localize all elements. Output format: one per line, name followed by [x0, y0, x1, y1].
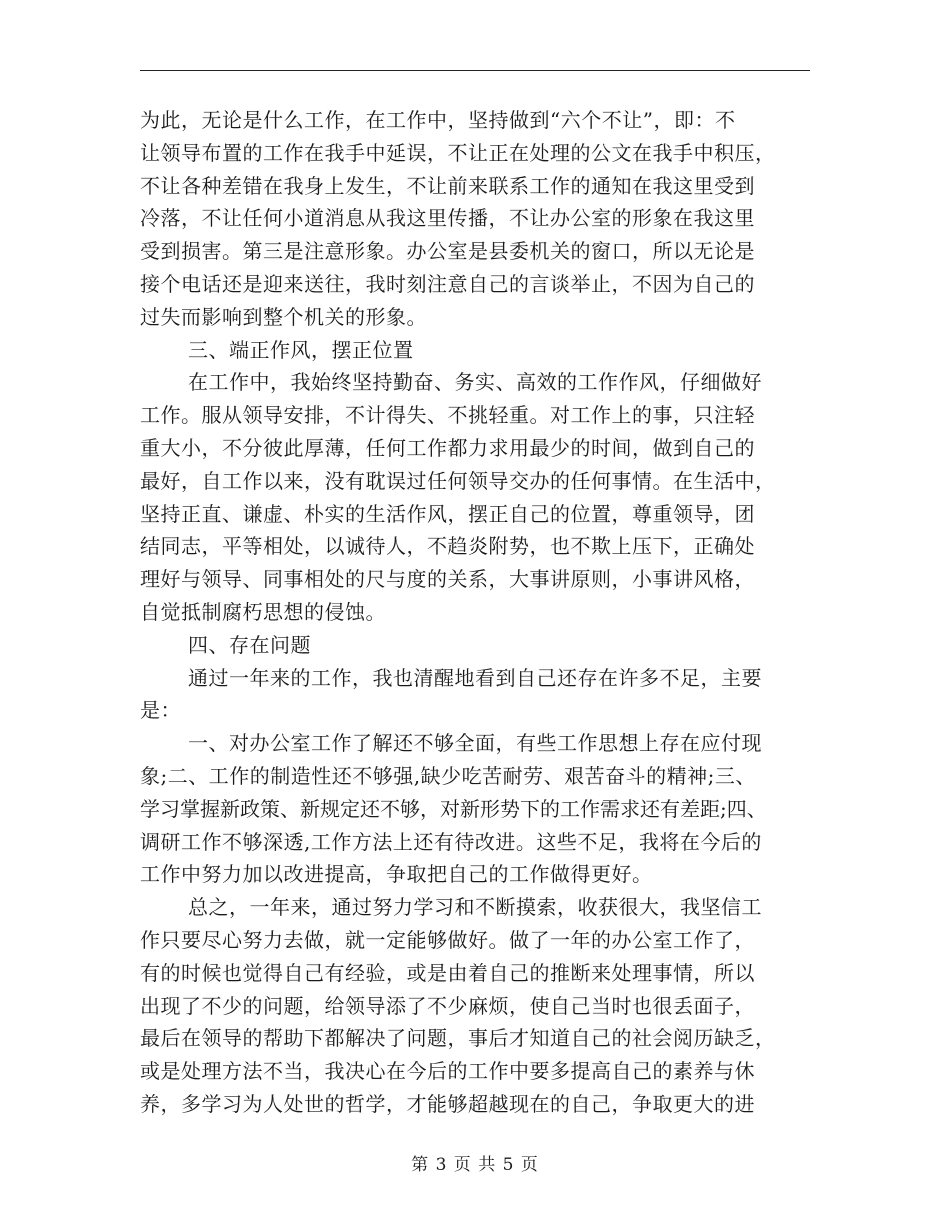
text-line: 总之，一年来，通过努力学习和不断摸索，收获很大，我坚信工 — [188, 895, 762, 920]
text-line: 象;二、工作的制造性还不够强,缺少吃苦耐劳、艰苦奋斗的精神;三、 — [140, 763, 756, 788]
section-heading: 四、存在问题 — [188, 632, 311, 657]
text-line: 过失而影响到整个机关的形象。 — [140, 304, 427, 329]
text-line: 结同志，平等相处，以诚待人，不趋炎附势，也不欺上压下，正确处 — [140, 534, 755, 559]
text-line: 有的时候也觉得自己有经验，或是由着自己的推断来处理事情，所以 — [140, 960, 755, 985]
text-line: 让领导布置的工作在我手中延误，不让正在处理的公文在我手中积压， — [140, 140, 776, 165]
text-line: 冷落，不让任何小道消息从我这里传播，不让办公室的形象在我这里 — [140, 206, 755, 231]
page-number-footer: 第 3 页 共 5 页 — [411, 1155, 539, 1175]
text-line: 是： — [140, 698, 181, 723]
text-line: 通过一年来的工作，我也清醒地看到自己还存在许多不足，主要 — [188, 665, 762, 690]
text-line: 作只要尽心努力去做，就一定能够做好。做了一年的办公室工作了， — [140, 927, 755, 952]
text-line: 最后在领导的帮助下都解决了问题，事后才知道自己的社会阅历缺乏， — [140, 1026, 776, 1051]
text-line: 最好，自工作以来，没有耽误过任何领导交办的任何事情。在生活中， — [140, 468, 776, 493]
text-line: 或是处理方法不当，我决心在今后的工作中要多提高自己的素养与休 — [140, 1059, 755, 1084]
text-line: 工作。服从领导安排，不计得失、不挑轻重。对工作上的事，只注轻 — [140, 403, 755, 428]
text-line: 理好与领导、同事相处的尺与度的关系，大事讲原则，小事讲风格， — [140, 567, 755, 592]
text-line: 调研工作不够深透,工作方法上还有待改进。这些不足，我将在今后的 — [140, 829, 762, 854]
text-line: 坚持正直、谦虚、朴实的生活作风，摆正自己的位置，尊重领导，团 — [140, 501, 755, 526]
text-line: 养，多学习为人处世的哲学，才能够超越现在的自己，争取更大的进 — [140, 1091, 755, 1116]
text-line: 重大小，不分彼此厚薄，任何工作都力求用最少的时间，做到自己的 — [140, 435, 755, 460]
text-line: 在工作中，我始终坚持勤奋、务实、高效的工作作风，仔细做好 — [188, 370, 762, 395]
text-line: 工作中努力加以改进提高，争取把自己的工作做得更好。 — [140, 862, 653, 887]
text-line: 接个电话还是迎来送往，我时刻注意自己的言谈举止，不因为自己的 — [140, 271, 755, 296]
text-line: 学习掌握新政策、新规定还不够，对新形势下的工作需求还有差距;四、 — [140, 796, 767, 821]
text-line: 出现了不少的问题，给领导添了不少麻烦，使自己当时也很丢面子， — [140, 993, 755, 1018]
document-body — [140, 104, 820, 1121]
header-rule — [140, 70, 810, 71]
text-line: 受到损害。第三是注意形象。办公室是县委机关的窗口，所以无论是 — [140, 239, 755, 264]
text-line: 自觉抵制腐朽思想的侵蚀。 — [140, 599, 386, 624]
text-line: 不让各种差错在我身上发生，不让前来联系工作的通知在我这里受到 — [140, 173, 755, 198]
text-line: 为此，无论是什么工作，在工作中，坚持做到“六个不让”，即：不 — [140, 108, 736, 132]
text-line: 一、对办公室工作了解还不够全面，有些工作思想上存在应付现 — [188, 731, 762, 756]
section-heading: 三、端正作风，摆正位置 — [188, 337, 414, 362]
